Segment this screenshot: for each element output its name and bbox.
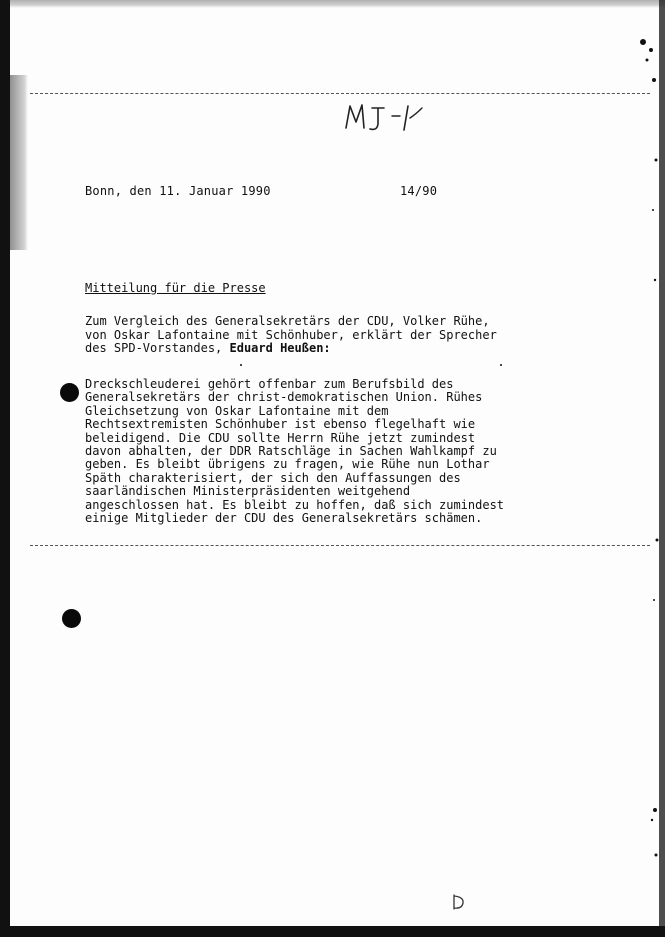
punch-hole-lower bbox=[62, 609, 81, 628]
release-number: 14/90 bbox=[400, 184, 438, 198]
scan-rule-top bbox=[30, 93, 650, 94]
statement-line: davon abhalten, der DDR Ratschläge in Sachen Wahlkampf zu bbox=[85, 444, 497, 459]
intro-line: Zum Vergleich des Generalsekretärs der CDU, Volker Rühe, bbox=[85, 314, 490, 328]
intro-line: von Oskar Lafontaine mit Schönhuber, erklärt der Sprecher bbox=[85, 327, 497, 342]
release-date: Bonn, den 11. Januar 1990 bbox=[85, 184, 271, 198]
statement-line: geben. Es bleibt übrigens zu fragen, wie Rühe nun Lothar bbox=[85, 457, 490, 472]
scan-shadow-left bbox=[10, 75, 28, 250]
punch-hole-upper bbox=[60, 383, 79, 402]
intro-paragraph bbox=[85, 315, 525, 356]
scan-edge-top bbox=[0, 0, 665, 8]
statement-line: angeschlossen hat. Es bleibt zu hoffen, daß sich zumindest bbox=[85, 497, 505, 512]
statement-line: beleidigend. Die CDU sollte Herrn Rühe jetzt zumindest bbox=[85, 430, 476, 445]
scan-noise-right bbox=[621, 20, 661, 920]
scan-edge-bottom bbox=[0, 926, 665, 937]
handwritten-mark bbox=[450, 893, 466, 911]
statement-paragraph bbox=[85, 378, 515, 525]
speaker-name: Eduard Heußen: bbox=[229, 341, 331, 355]
document-title: Mitteilung für die Presse bbox=[85, 281, 266, 295]
statement-line: Späth charakterisiert, der sich den Auffassungen des bbox=[85, 470, 461, 485]
handwritten-initials bbox=[340, 100, 430, 134]
statement-line: Dreckschleuderei gehört offenbar zum Berufsbild des bbox=[85, 377, 454, 391]
scan-speck bbox=[240, 364, 242, 366]
statement-line: saarländischen Ministerpräsidenten weitgehend bbox=[85, 484, 411, 499]
scan-rule-middle bbox=[30, 545, 650, 546]
statement-line: Generalsekretärs der christ-demokratischen Union. Rühes bbox=[85, 390, 483, 405]
intro-line: des SPD-Vorstandes, bbox=[85, 341, 230, 355]
statement-line: Gleichsetzung von Oskar Lafontaine mit dem bbox=[85, 403, 389, 418]
statement-line: Rechtsextremisten Schönhuber ist ebenso flegelhaft wie bbox=[85, 417, 476, 432]
statement-line: einige Mitglieder der CDU des Generalsekretärs schämen. bbox=[85, 511, 483, 526]
scan-edge-left bbox=[0, 0, 10, 937]
scan-speck bbox=[500, 364, 502, 366]
